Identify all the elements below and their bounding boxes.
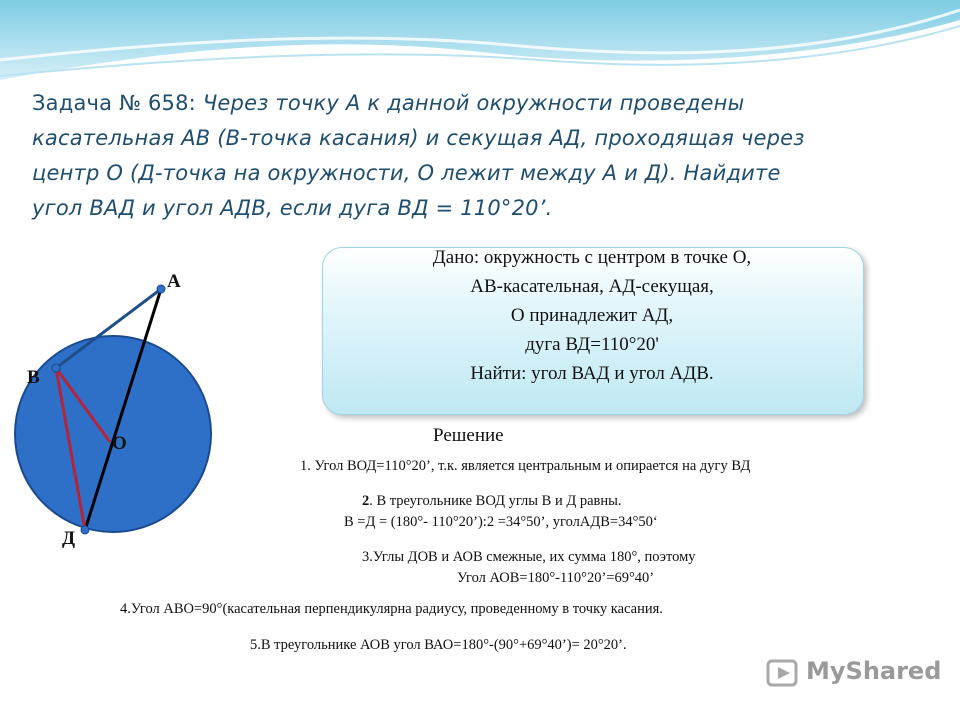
task-statement: [32, 86, 932, 226]
label-a: А: [167, 271, 181, 292]
solution-step-1: 1. Угол ВОД=110°20’, т.к. является центральным и опирается на дугу ВД: [300, 458, 751, 474]
header-wave-decoration: [0, 0, 960, 100]
label-b: В: [27, 367, 40, 388]
task-number: Задача № 658:: [32, 91, 203, 115]
solution-title: Решение: [433, 425, 504, 446]
label-d: Д: [62, 528, 76, 549]
solution-step-2-head: [362, 490, 622, 512]
step-2-head-text: . В треугольнике ВОД углы В и Д равны.: [369, 493, 622, 509]
solution-step-3-line-2: Угол АОВ=180°-110°20’=69°40’: [457, 570, 655, 586]
task-line-2: касательная АВ (В-точка касания) и секущая АД, проходящая через: [32, 126, 805, 150]
given-line-5: Найти: угол ВАД и угол АДВ.: [470, 363, 714, 384]
given-line-2: АВ-касательная, АД-секущая,: [470, 276, 714, 297]
given-line-3: О принадлежит АД,: [510, 305, 674, 326]
point-a: [157, 285, 165, 293]
point-d: [81, 526, 89, 534]
given-line-4: дуга ВД=110°20': [525, 334, 659, 355]
label-o: О: [112, 433, 127, 454]
solution-step-3-line-1: 3.Углы ДОВ и АОВ смежные, их сумма 180°, поэтому: [362, 549, 696, 565]
given-text: [322, 243, 862, 388]
step-2-number: 2: [362, 493, 370, 509]
task-line-4: угол ВАД и угол АДВ, если дуга ВД = 110°20’.: [32, 196, 553, 220]
geometry-diagram: [0, 260, 240, 560]
task-line-3: центр О (Д-точка на окружности, О лежит между А и Д). Найдите: [32, 161, 781, 185]
solution-step-5: 5.В треугольнике АОВ угол ВАО=180°-(90°+69°40’)= 20°20’.: [250, 637, 627, 653]
solution-step-4: 4.Угол АВО=90°(касательная перпендикулярна радиусу, проведенному в точку касания.: [120, 601, 663, 617]
solution-step-2-line-2: В =Д = (180°- 110°20’):2 =34°50’, уголАДВ=34°50‘: [344, 514, 658, 530]
given-line-1: Дано: окружность с центром в точке О,: [432, 247, 752, 268]
point-b: [52, 364, 60, 372]
task-line-1: Через точку А к данной окружности проведены: [202, 91, 745, 115]
watermark-text: MyShared: [806, 657, 942, 685]
